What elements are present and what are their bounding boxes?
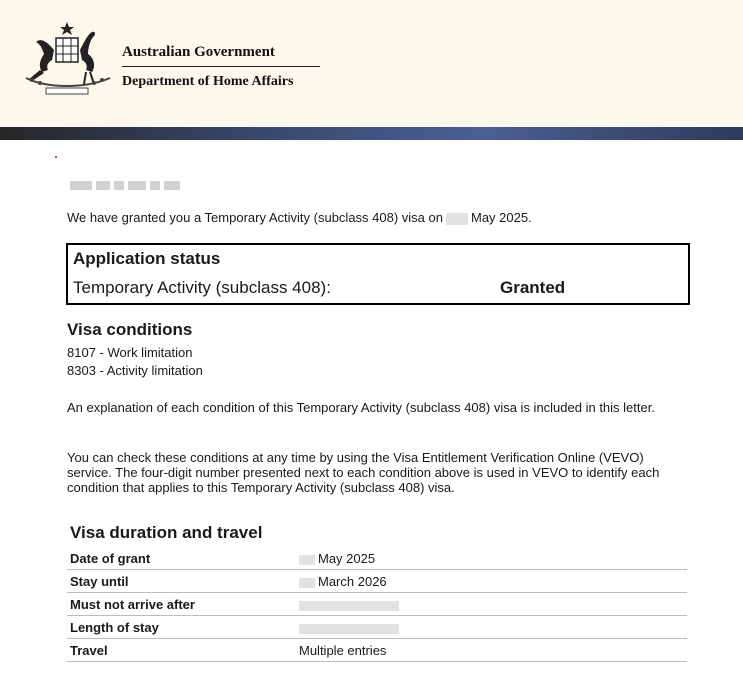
application-status-heading: Application status: [73, 249, 221, 268]
row-value-text: May 2025: [318, 551, 376, 566]
row-value: [299, 574, 387, 589]
letterhead: [0, 0, 743, 127]
coat-of-arms-icon: [18, 20, 116, 98]
row-label: Date of grant: [70, 551, 151, 566]
agency-name: [122, 43, 320, 91]
redacted-value: [299, 555, 315, 565]
grant-sentence-end: May 2025.: [470, 210, 532, 225]
redacted-value: [299, 624, 399, 634]
header-band: [0, 127, 743, 140]
mark: [55, 156, 57, 158]
row-value: [299, 620, 399, 635]
agency-divider: [122, 66, 320, 67]
redacted-salutation: [70, 177, 184, 195]
row-value: [299, 597, 399, 612]
grant-sentence-start: We have granted you a Temporary Activity (subclass 408) visa on: [67, 210, 443, 225]
row-value: Multiple entries: [299, 643, 387, 658]
visa-duration-table: [67, 547, 687, 662]
redacted-value: [299, 601, 399, 611]
redacted-value: [299, 578, 315, 588]
visa-duration-heading: Visa duration and travel: [70, 523, 263, 542]
row-label: Length of stay: [70, 620, 159, 635]
row-value: [299, 551, 375, 566]
condition-item: 8107 - Work limitation: [67, 345, 193, 360]
table-row: [67, 616, 687, 639]
department-name: Department of Home Affairs: [122, 74, 294, 89]
application-status-box: [66, 243, 690, 305]
table-row: [67, 639, 687, 662]
redacted-day: [446, 213, 468, 225]
grant-sentence: [67, 210, 687, 225]
condition-item: 8303 - Activity limitation: [67, 363, 203, 378]
visa-conditions-heading: Visa conditions: [67, 320, 193, 339]
row-label: Stay until: [70, 574, 129, 589]
table-row: [67, 570, 687, 593]
table-row: [67, 547, 687, 570]
conditions-explanation: An explanation of each condition of this Temporary Activity (subclass 408) visa is included in this letter.: [67, 400, 655, 415]
table-row: [67, 593, 687, 616]
visa-type-label: Temporary Activity (subclass 408):: [73, 278, 331, 297]
vevo-paragraph: You can check these conditions at any time by using the Visa Entitlement Verification Online (VEVO) service. The four-digit number presented next to each condition above is used in VEVO to identify each condition that applies to this Temporary Activity (subclass 408) visa.: [67, 450, 660, 495]
row-label: Travel: [70, 643, 108, 658]
row-label: Must not arrive after: [70, 597, 195, 612]
status-value: Granted: [500, 278, 566, 297]
government-name: Australian Government: [122, 44, 275, 60]
row-value-text: March 2026: [318, 574, 387, 589]
